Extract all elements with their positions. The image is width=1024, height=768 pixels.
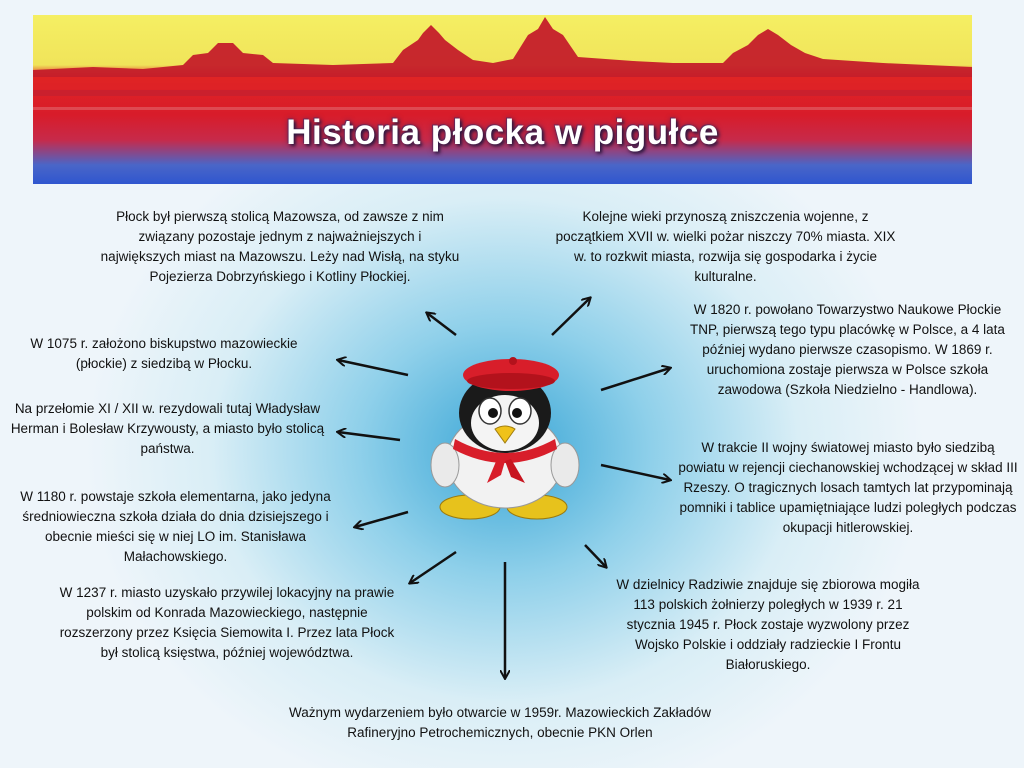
arrow-icon: [601, 465, 670, 480]
arrow-icon: [355, 512, 408, 527]
text-1820: W 1820 r. powołano Towarzystwo Naukowe Płockie TNP, pierwszą tego typu placówkę w Polsce, a 4 lata później wydano pierwsze czasopismo. W 1869 r. uruchomiona zostaje pierwsza w Polsce szkoła zawodowa (Szkoła Niedzielno - Handlowa).: [690, 302, 1005, 397]
text-ww2: W trakcie II wojny światowej miasto było siedzibą powiatu w rejencji ciechanowskiej wchodzącej w skład III Rzeszy. O tragicznych losach tamtych lat przypominają pomniki i tablice upamiętniające ludzi poległych podczas okupacji hitlerowskiej.: [678, 440, 1018, 535]
page-title: Historia płocka w pigułce: [286, 113, 719, 152]
arrow-icon: [338, 432, 400, 440]
text-1075: W 1075 r. założono biskupstwo mazowieckie (płockie) z siedzibą w Płocku.: [30, 336, 298, 371]
arrow-icon: [338, 360, 408, 375]
penguin-mascot-icon: [425, 355, 585, 525]
arrow-icon: [427, 313, 456, 335]
text-1959: Ważnym wydarzeniem było otwarcie w 1959r. Mazowieckich Zakładów Rafineryjno Petrochemicznych, obecnie PKN Orlen: [289, 705, 711, 740]
arrow-icon: [410, 552, 456, 583]
text-1100: Na przełomie XI / XII w. rezydowali tutaj Władysław Herman i Bolesław Krzywousty, a miasto było stolicą państwa.: [10, 401, 325, 456]
text-1180: W 1180 r. powstaje szkoła elementarna, jako jedyna średniowieczna szkoła działa do dnia dzisiejszego i obecnie mieści się w niej LO im. Stanisława Małachowskiego.: [20, 489, 331, 564]
text-radziwie: W dzielnicy Radziwie znajduje się zbiorowa mogiła 113 polskich żołnierzy poległych w 1939 r. 21 stycznia 1945 r. Płock zostaje wyzwolony przez Wojsko Polskie i oddziały radzieckie I Frontu Białoruskiego.: [616, 577, 920, 672]
text-intro: Płock był pierwszą stolicą Mazowsza, od zawsze z nim związany pozostaje jednym z najważniejszych i największych miast na Mazowszu. Leży nad Wisłą, na styku Pojezierza Dobrzyńskiego i Kotliny Płockiej.: [100, 209, 460, 284]
arrow-icon: [552, 298, 590, 335]
text-centuries: Kolejne wieki przynoszą zniszczenia wojenne, z początkiem XVII w. wielki pożar niszczy 70% miasta. XIX w. to rozkwit miasta, rozwija się gospodarka i życie kulturalne.: [555, 209, 896, 284]
arrow-icon: [601, 368, 670, 390]
text-1237: W 1237 r. miasto uzyskało przywilej lokacyjny na prawie polskim od Konrada Mazowieckiego, następnie rozszerzony przez Księcia Siemowita I. Przez lata Płock był stolicą księstwa, później województwa.: [59, 585, 395, 660]
arrow-icon: [585, 545, 606, 567]
